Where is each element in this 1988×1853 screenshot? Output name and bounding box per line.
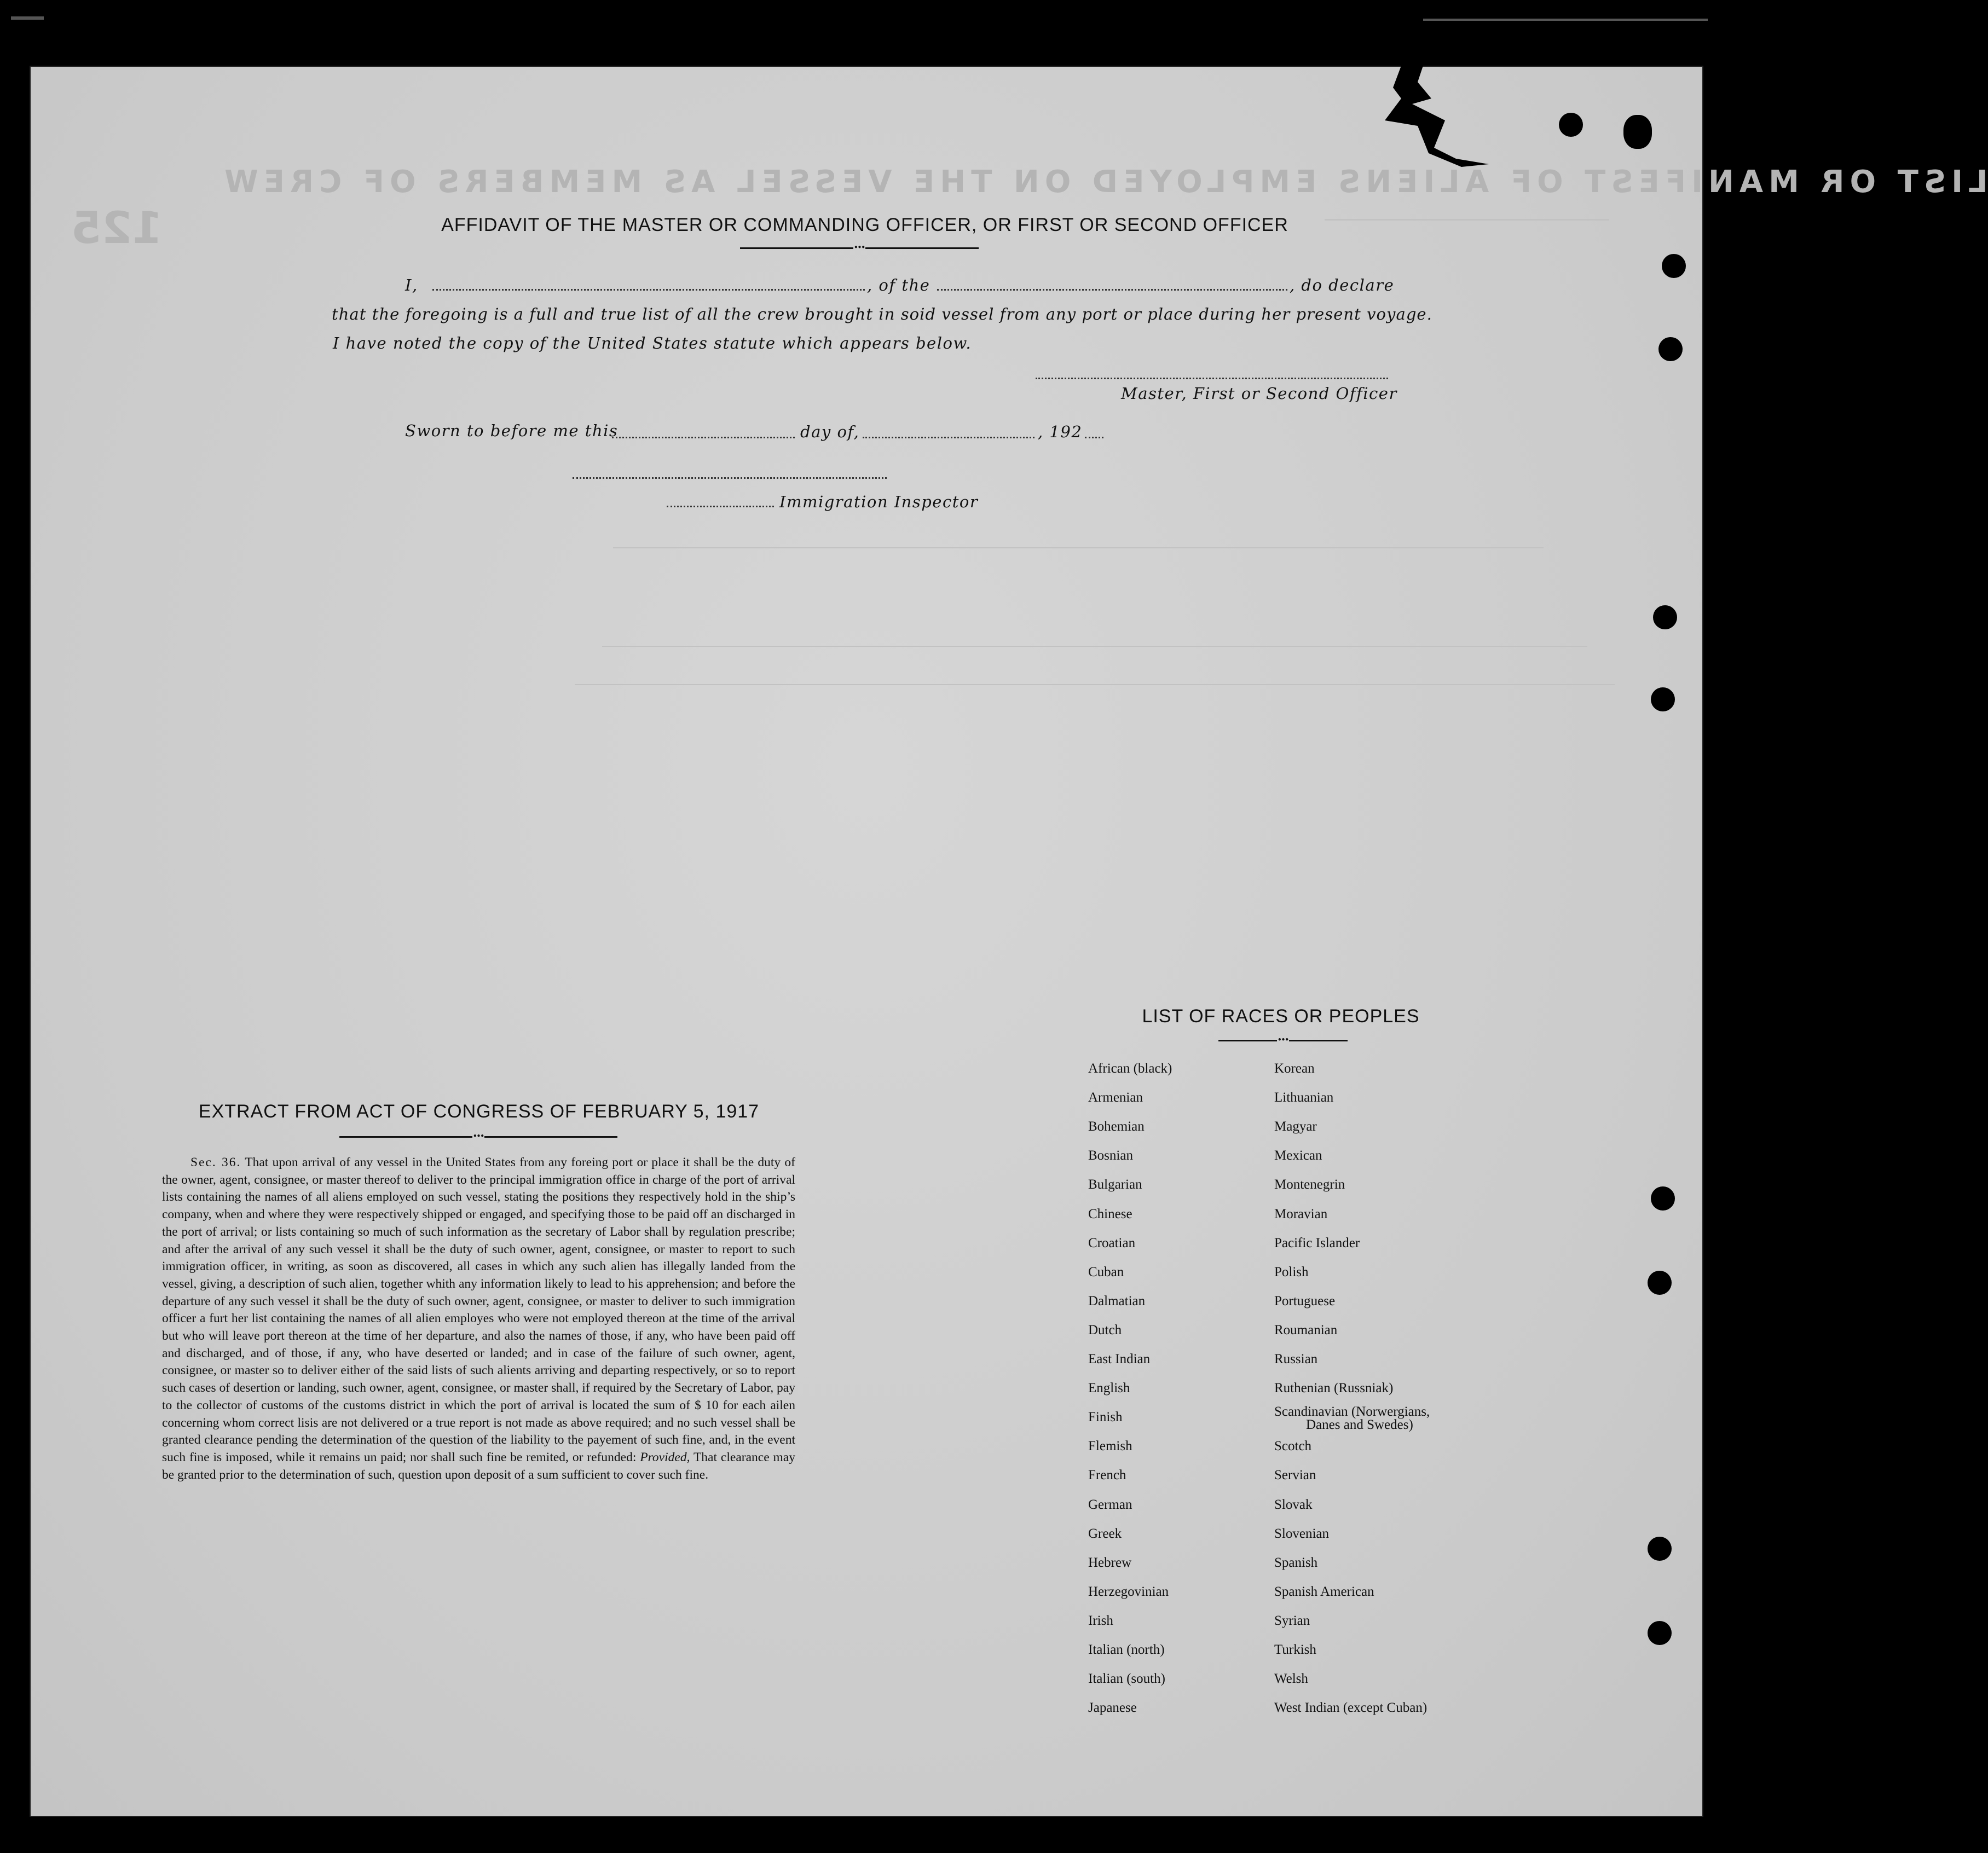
race-item: Polish: [1274, 1264, 1309, 1279]
scanner-border: [0, 0, 1723, 66]
inspector-label: Immigration Inspector: [779, 493, 979, 511]
scan-dust: [1423, 19, 1708, 21]
affidavit-declare: , do declare: [1290, 276, 1395, 294]
page-number-stamp: 125: [71, 202, 163, 253]
section-label: Sec. 36.: [190, 1155, 241, 1169]
extract-body: That upon arrival of any vessel in the United States from any foreing port or place it shall be the duty of the owner, agent, consignee, or master thereof to deliver to the principal immigration office in charge of the port of arrival lists containing the names of all aliens employed on such vessel, stating the positions they respectively hold in the ship’s company, when and where they were respectively shipped or engaged, and specifying those to be paid off an discharged in the port of arrival; or lists containing so much of such information as the secretary of Labor shall by regulation prescribe; and after the arrival of any such vessel it shall be the duty of such owner, agent, consignee, or master to report to such immigration officer, in writing, as soon as discovered, all cases in which any such alien has illegally landed from the vessel, giving, a description of such alien, together whith any information likely to lead to his apprehension; and before the departure of any such vessel it shall be the duty of such owner, agent, consignee, or master to deliver to such immigration officer a furt her list containing the names of all alien employes who were not employed thereon at the time of the arrival but who will leave port thereon at the time of her departure, and also the names of those, if any, who have been paid off and discharged, and of those, if any, who have deserted or landed; and in case of the failure of such owner, agent, consignee, or master so to deliver either of the said lists of such alients arriving and departing respectively, or so to report such cases of desertion or landing, such owner, agent, consignee, or master shall, if required by the Secretary of Labor, pay to the collector of customs of the customs district in which the port of arrival is located the sum of $ 10 for each ailen concerning whom correct lisis are not delivered or a true report is not made as above required; and no such vessel shall be granted clearance pending the determination of the question of the liability to the payement of such fine, and, in the event such fine is imposed, while it remains un paid; nor shall such fine be remited, or refunded:: [162, 1155, 796, 1464]
affidavit-statute-note: I have noted the copy of the United States statute which appears below.: [333, 334, 972, 352]
races-title: LIST OF RACES OR PEOPLES: [1142, 1006, 1420, 1027]
race-item: East Indian: [1088, 1352, 1151, 1366]
manifest-page: [30, 66, 1703, 1817]
race-item: Italian (north): [1088, 1642, 1165, 1657]
sworn-text: Sworn to before me this: [405, 421, 619, 440]
race-item: Spanish: [1274, 1555, 1318, 1570]
race-item: Croatian: [1088, 1235, 1136, 1250]
torn-corner: [1379, 66, 1500, 175]
sworn-day-of: day of,: [800, 422, 860, 441]
punch-hole: [1648, 1621, 1672, 1645]
race-item: Herzegovinian: [1088, 1584, 1169, 1599]
scan-dust: [11, 16, 44, 20]
affidavit-statement: that the foregoing is a full and true list of all the crew brought in soid vessel from any port or place during her present voyage.: [332, 305, 1432, 323]
race-item: West Indian (except Cuban): [1274, 1700, 1428, 1716]
race-item: Slovenian: [1274, 1526, 1329, 1541]
punch-hole: [1662, 254, 1686, 278]
race-item: Roumanian: [1274, 1322, 1338, 1337]
bleed-through-rule: [575, 684, 1615, 685]
race-item: Portuguese: [1274, 1293, 1336, 1308]
races-ornament: •••: [1218, 1040, 1348, 1041]
vessel-name-blank[interactable]: [937, 289, 1287, 291]
affidavit-i: I,: [405, 276, 418, 294]
race-item: Lithuanian: [1274, 1090, 1334, 1105]
race-item: Servian: [1274, 1468, 1316, 1483]
race-item: Bosnian: [1088, 1148, 1133, 1163]
affidavit-of-the: , of the: [867, 276, 931, 294]
title-ornament: •••: [740, 247, 979, 249]
sworn-month-blank[interactable]: [863, 437, 1035, 438]
punch-hole: [1651, 1186, 1675, 1211]
race-item: German: [1088, 1497, 1132, 1512]
race-item: Syrian: [1274, 1613, 1310, 1628]
extract-title: EXTRACT FROM ACT OF CONGRESS OF FEBRUARY 5, 1917: [198, 1101, 760, 1122]
race-item: Greek: [1088, 1526, 1122, 1541]
punch-hole: [1559, 113, 1583, 137]
master-signature-label: Master, First or Second Officer: [1121, 384, 1397, 403]
affidavit-title: AFFIDAVIT OF THE MASTER OR COMMANDING OFFICER, OR FIRST OR SECOND OFFICER: [441, 215, 1288, 235]
race-item: Danes and Swedes): [1306, 1417, 1413, 1433]
master-signature-blank[interactable]: [1036, 378, 1388, 379]
race-item: Dalmatian: [1088, 1293, 1146, 1308]
master-name-blank[interactable]: [432, 289, 865, 291]
bleed-through-rule: [602, 646, 1587, 647]
inspector-name-blank[interactable]: [667, 506, 774, 507]
punch-hole: [1653, 605, 1677, 629]
sworn-year-prefix: , 192: [1038, 422, 1083, 441]
inspector-signature-blank[interactable]: [573, 477, 887, 479]
race-item: Montenegrin: [1274, 1177, 1345, 1192]
race-item: French: [1088, 1468, 1126, 1483]
extract-ornament: •••: [339, 1136, 617, 1138]
punch-hole: [1658, 337, 1683, 361]
race-item: Magyar: [1274, 1119, 1317, 1134]
race-item: Armenian: [1088, 1090, 1143, 1105]
race-item: Chinese: [1088, 1206, 1132, 1221]
race-item: Welsh: [1274, 1671, 1308, 1687]
provided-label: Provided,: [640, 1450, 690, 1464]
sworn-day-blank[interactable]: [612, 437, 795, 438]
race-item: Turkish: [1274, 1642, 1316, 1657]
bleed-through-rule: [613, 547, 1544, 548]
punch-hole: [1648, 1271, 1672, 1295]
bleed-through-header: LIST OR MANIFEST OF ALIENS EMPLOYED ON THE VESSEL AS MEMBERS OF CREW: [219, 164, 1988, 200]
race-item: Russian: [1274, 1352, 1318, 1366]
race-item: English: [1088, 1381, 1130, 1396]
race-item: Spanish American: [1274, 1584, 1374, 1599]
race-item: Cuban: [1088, 1264, 1124, 1279]
race-item: Flemish: [1088, 1439, 1132, 1454]
punch-hole: [1648, 1537, 1672, 1561]
race-item: Bohemian: [1088, 1119, 1145, 1134]
race-item: Finish: [1088, 1410, 1123, 1425]
race-item: Scotch: [1274, 1439, 1312, 1454]
race-item: Italian (south): [1088, 1671, 1165, 1687]
race-item: Irish: [1088, 1613, 1113, 1628]
extract-body-end: That clearance may be granted prior to the determination of such, question upon deposit of a sum sufficient to cover such fine.: [162, 1450, 795, 1482]
race-item: Mexican: [1274, 1148, 1322, 1163]
sworn-year-blank[interactable]: [1085, 437, 1103, 438]
race-item: Bulgarian: [1088, 1177, 1142, 1192]
race-item: Ruthenian (Russniak): [1274, 1381, 1394, 1396]
extract-text: [162, 1154, 795, 1484]
race-item: Slovak: [1274, 1497, 1313, 1512]
race-item: Hebrew: [1088, 1555, 1132, 1570]
race-item: Korean: [1274, 1061, 1315, 1076]
race-item: Pacific Islander: [1274, 1235, 1360, 1250]
punch-hole: [1651, 687, 1675, 711]
punch-hole: [1623, 115, 1652, 149]
race-item: Moravian: [1274, 1206, 1328, 1221]
race-item: African (black): [1088, 1061, 1172, 1076]
race-item: Japanese: [1088, 1700, 1137, 1716]
race-item: Dutch: [1088, 1322, 1122, 1337]
race-item: Scandinavian (Norwergians,: [1274, 1404, 1430, 1420]
